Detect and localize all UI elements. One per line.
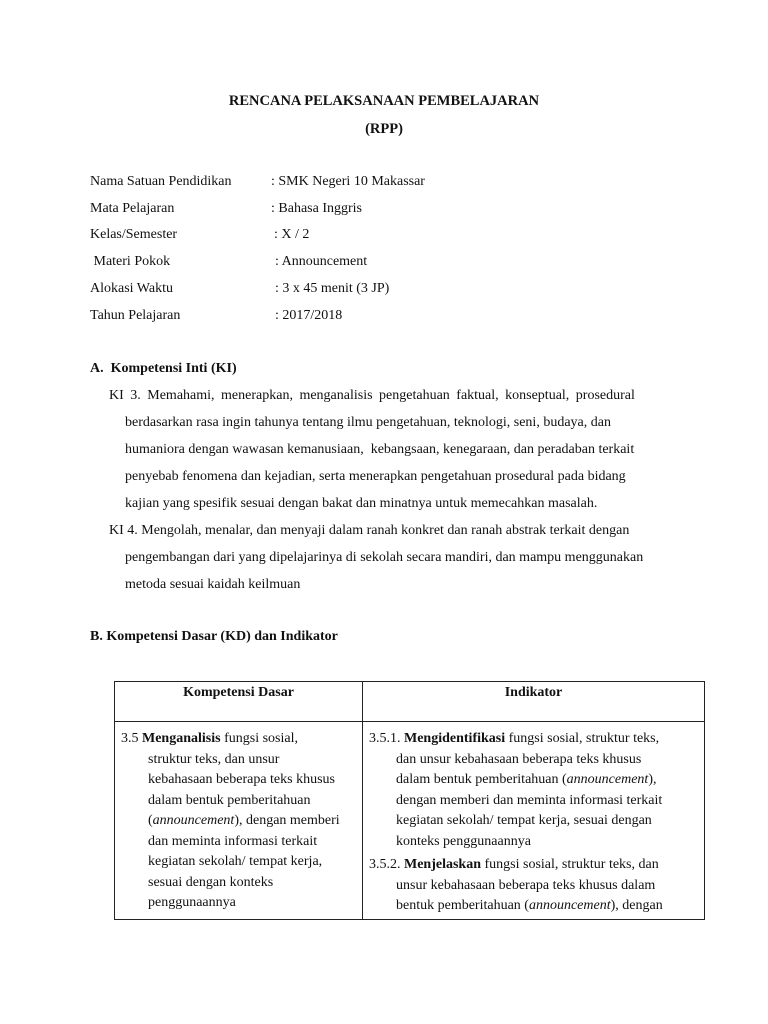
indicator-text: fungsi sosial, struktur teks, dan xyxy=(481,857,659,872)
indicator-line: kegiatan sekolah/ tempat kerja, sesuai dengan xyxy=(396,813,652,828)
ki3-line: KI 3. Memahami, menerapkan, menganalisis pengetahuan faktual, konseptual, prosedural xyxy=(109,388,635,403)
ki4-paragraph xyxy=(109,517,679,598)
indicator-italic-term: announcement xyxy=(566,772,649,787)
indicator-number: 3.5.2. xyxy=(369,857,404,872)
document-title: RENCANA PELAKSANAAN PEMBELAJARAN xyxy=(228,93,540,109)
info-value-topic: : Announcement xyxy=(275,254,368,269)
ki3-line: berdasarkan rasa ingin tahunya tentang ilmu pengetahuan, teknologi, seni, budaya, dan xyxy=(125,415,611,430)
section-a-heading: A. Kompetensi Inti (KI) xyxy=(90,361,237,376)
kd-indicator-table xyxy=(114,681,705,920)
indicator-text: dalam bentuk pemberitahuan ( xyxy=(396,772,567,787)
indicator-italic-term: announcement xyxy=(528,898,611,913)
kd-italic-term: announcement xyxy=(152,813,235,828)
kd-line: struktur teks, dan unsur xyxy=(148,751,280,767)
info-label-topic: Materi Pokok xyxy=(90,254,171,269)
info-label-time: Alokasi Waktu xyxy=(90,281,173,296)
table-row xyxy=(115,722,705,920)
ki3-line: penyebab fenomena dan kejadian, serta menerapkan pengetahuan prosedural pada bidang xyxy=(125,469,626,484)
indicator-verb: Menjelaskan xyxy=(404,857,481,872)
ki3-paragraph xyxy=(109,382,679,517)
indicator-line: dan unsur kebahasaan beberapa teks khusus xyxy=(396,751,642,767)
info-label-school: Nama Satuan Pendidikan xyxy=(90,174,232,189)
indicator-text: fungsi sosial, struktur teks, xyxy=(505,731,660,746)
kd-text: ( xyxy=(148,813,153,828)
kd-line: dalam bentuk pemberitahuan xyxy=(148,792,311,808)
table-header-row xyxy=(115,682,705,722)
info-value-subject: : Bahasa Inggris xyxy=(271,201,362,216)
document-subtitle: (RPP) xyxy=(365,121,403,137)
ki4-line: KI 4. Mengolah, menalar, dan menyaji dalam ranah konkret dan ranah abstrak terkait dengan xyxy=(109,523,630,538)
info-value-class: : X / 2 xyxy=(274,227,310,242)
ki4-line: pengembangan dari yang dipelajarinya di sekolah secara mandiri, dan mampu menggunakan xyxy=(125,550,644,565)
info-value-time: : 3 x 45 menit (3 JP) xyxy=(275,281,390,296)
indicator-verb: Mengidentifikasi xyxy=(404,731,506,746)
info-label-subject: Mata Pelajaran xyxy=(90,201,175,216)
section-b-heading: B. Kompetensi Dasar (KD) dan Indikator xyxy=(90,629,338,644)
kd-number: 3.5 xyxy=(121,731,142,746)
indicator-number: 3.5.1. xyxy=(369,731,404,746)
indicator-cell xyxy=(363,722,705,920)
indicator-text: ), xyxy=(648,772,657,787)
kd-text: fungsi sosial, xyxy=(220,731,298,746)
info-value-school: : SMK Negeri 10 Makassar xyxy=(271,174,425,189)
info-label-year: Tahun Pelajaran xyxy=(90,308,181,323)
ki3-line: humaniora dengan wawasan kemanusiaan, kebangsaan, kenegaraan, dan peradaban terkait xyxy=(125,442,635,457)
kd-verb: Menganalisis xyxy=(142,731,221,746)
info-value-year: : 2017/2018 xyxy=(275,308,343,323)
kd-text: ), dengan memberi xyxy=(234,813,340,828)
kd-line: sesuai dengan konteks xyxy=(148,874,274,890)
indicator-line: dengan memberi dan meminta informasi terkait xyxy=(396,792,663,808)
ki4-line: metoda sesuai kaidah keilmuan xyxy=(125,577,301,592)
indicator-text: bentuk pemberitahuan ( xyxy=(396,898,529,913)
indicator-text: ), dengan xyxy=(610,898,663,913)
ki3-line: kajian yang spesifik sesuai dengan bakat dan minatnya untuk memecahkan masalah. xyxy=(125,496,598,511)
kd-line: kegiatan sekolah/ tempat kerja, xyxy=(148,854,323,869)
table-header-kd: Kompetensi Dasar xyxy=(115,682,363,722)
info-label-class: Kelas/Semester xyxy=(90,227,178,242)
kd-line: kebahasaan beberapa teks khusus xyxy=(148,772,335,787)
indicator-line: konteks penggunaannya xyxy=(396,833,531,849)
table-header-indicator: Indikator xyxy=(363,682,705,722)
indicator-line: unsur kebahasaan beberapa teks khusus dalam xyxy=(396,877,656,893)
kd-cell xyxy=(115,722,363,920)
kd-line: penggunaannya xyxy=(148,895,236,910)
kd-line: dan meminta informasi terkait xyxy=(148,833,318,849)
